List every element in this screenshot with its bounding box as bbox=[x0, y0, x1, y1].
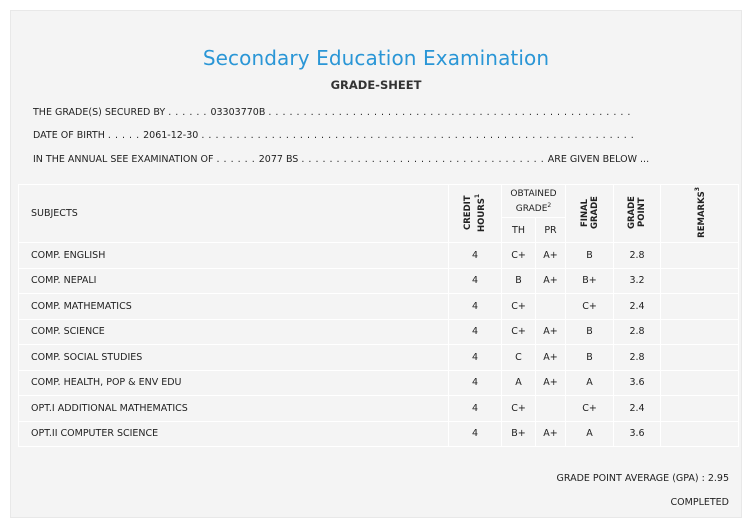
th-grade-cell: B bbox=[502, 268, 536, 294]
subject-cell: COMP. SCIENCE bbox=[19, 319, 449, 345]
table-row bbox=[19, 421, 739, 447]
grade-point-cell: 2.8 bbox=[614, 345, 661, 371]
final-grade-cell: B bbox=[566, 319, 614, 345]
credit-cell: 4 bbox=[449, 319, 502, 345]
pr-grade-cell: A+ bbox=[536, 243, 566, 269]
exam-label: IN THE ANNUAL SEE EXAMINATION OF bbox=[33, 154, 214, 165]
remarks-cell bbox=[661, 421, 739, 447]
final-grade-cell: C+ bbox=[566, 396, 614, 422]
th-grade-cell: C+ bbox=[502, 396, 536, 422]
final-grade-header: FINAL GRADE bbox=[566, 185, 614, 243]
subjects-header: SUBJECTS bbox=[19, 185, 449, 243]
credit-cell: 4 bbox=[449, 421, 502, 447]
credit-cell: 4 bbox=[449, 268, 502, 294]
credit-cell: 4 bbox=[449, 243, 502, 269]
secured-by-label: THE GRADE(S) SECURED BY bbox=[33, 107, 166, 118]
subject-cell: COMP. SOCIAL STUDIES bbox=[19, 345, 449, 371]
remarks-cell bbox=[661, 243, 739, 269]
grades-table bbox=[18, 184, 739, 447]
pr-grade-cell: A+ bbox=[536, 268, 566, 294]
th-grade-cell: A bbox=[502, 370, 536, 396]
table-header-row bbox=[19, 185, 739, 218]
result-status: COMPLETED bbox=[670, 497, 729, 508]
subject-cell: COMP. ENGLISH bbox=[19, 243, 449, 269]
final-grade-cell: B bbox=[566, 243, 614, 269]
remarks-header: REMARKS$^3$ bbox=[661, 185, 739, 243]
dob-value: 2061-12-30 bbox=[143, 130, 199, 141]
dob-label: DATE OF BIRTH bbox=[33, 130, 105, 141]
credit-cell: 4 bbox=[449, 396, 502, 422]
grade-point-cell: 2.4 bbox=[614, 294, 661, 320]
secured-by-line: THE GRADE(S) SECURED BY . . . . . . 03303770B . . . . . . . . . . . . . . . . . . . . . . . . . . . . . . . . . . . . . . . . . . . . . . . . . . . . bbox=[33, 107, 631, 118]
gpa-line bbox=[557, 473, 729, 484]
credit-hours-header: CREDIT HOURS$^1$ bbox=[449, 185, 502, 243]
grade-point-cell: 2.4 bbox=[614, 396, 661, 422]
pr-grade-cell bbox=[536, 294, 566, 320]
final-grade-cell: A bbox=[566, 370, 614, 396]
subject-cell: COMP. MATHEMATICS bbox=[19, 294, 449, 320]
final-grade-cell: B bbox=[566, 345, 614, 371]
secured-by-value: 03303770B bbox=[210, 107, 266, 118]
table-row bbox=[19, 370, 739, 396]
remarks-cell bbox=[661, 268, 739, 294]
remarks-cell bbox=[661, 396, 739, 422]
table-row bbox=[19, 319, 739, 345]
th-grade-cell: C bbox=[502, 345, 536, 371]
table-row bbox=[19, 396, 739, 422]
remarks-cell bbox=[661, 345, 739, 371]
remarks-cell bbox=[661, 319, 739, 345]
exam-title: Secondary Education Examination bbox=[202, 46, 550, 70]
th-grade-cell: C+ bbox=[502, 243, 536, 269]
credit-cell: 4 bbox=[449, 294, 502, 320]
pr-grade-cell: A+ bbox=[536, 345, 566, 371]
subject-cell: COMP. NEPALI bbox=[19, 268, 449, 294]
remarks-cell bbox=[661, 370, 739, 396]
pr-grade-cell: A+ bbox=[536, 421, 566, 447]
table-row bbox=[19, 294, 739, 320]
final-grade-cell: A bbox=[566, 421, 614, 447]
table-row bbox=[19, 243, 739, 269]
grade-point-cell: 2.8 bbox=[614, 319, 661, 345]
subject-cell: OPT.I ADDITIONAL MATHEMATICS bbox=[19, 396, 449, 422]
pr-grade-cell bbox=[536, 396, 566, 422]
subject-cell: OPT.II COMPUTER SCIENCE bbox=[19, 421, 449, 447]
th-grade-cell: B+ bbox=[502, 421, 536, 447]
grades-table-area bbox=[18, 184, 738, 447]
credit-cell: 4 bbox=[449, 345, 502, 371]
pr-grade-cell: A+ bbox=[536, 370, 566, 396]
table-row bbox=[19, 345, 739, 371]
pr-grade-cell: A+ bbox=[536, 319, 566, 345]
table-row bbox=[19, 268, 739, 294]
grade-sheet-heading: GRADE-SHEET bbox=[330, 78, 422, 92]
final-grade-cell: B+ bbox=[566, 268, 614, 294]
exam-value: 2077 BS bbox=[258, 154, 299, 165]
obtained-grade-header: OBTAINED GRADE$^2$ bbox=[502, 185, 566, 218]
final-grade-cell: C+ bbox=[566, 294, 614, 320]
grade-point-cell: 3.6 bbox=[614, 370, 661, 396]
th-grade-cell: C+ bbox=[502, 319, 536, 345]
grade-point-header: GRADE POINT bbox=[614, 185, 661, 243]
pr-header: PR bbox=[536, 218, 566, 243]
grade-point-cell: 3.6 bbox=[614, 421, 661, 447]
dob-line: DATE OF BIRTH . . . . . 2061-12-30 . . . . . . . . . . . . . . . . . . . . . . . . . . . . . . . . . . . . . . . . . . . . . . . . . . . . . . . . . . . . . . bbox=[33, 130, 635, 141]
gpa-value: 2.95 bbox=[707, 473, 729, 484]
grade-point-cell: 3.2 bbox=[614, 268, 661, 294]
credit-cell: 4 bbox=[449, 370, 502, 396]
th-grade-cell: C+ bbox=[502, 294, 536, 320]
subject-cell: COMP. HEALTH, POP & ENV EDU bbox=[19, 370, 449, 396]
gpa-label: GRADE POINT AVERAGE (GPA) : bbox=[556, 473, 705, 484]
exam-line: IN THE ANNUAL SEE EXAMINATION OF . . . . . . 2077 BS . . . . . . . . . . . . . . . . . . . . . . . . . . . . . . . . . . . ARE GIVEN BELOW ... bbox=[33, 154, 650, 165]
grade-sheet-card bbox=[10, 10, 742, 518]
exam-suffix: ARE GIVEN BELOW ... bbox=[547, 154, 650, 165]
grade-point-cell: 2.8 bbox=[614, 243, 661, 269]
remarks-cell bbox=[661, 294, 739, 320]
th-header: TH bbox=[502, 218, 536, 243]
